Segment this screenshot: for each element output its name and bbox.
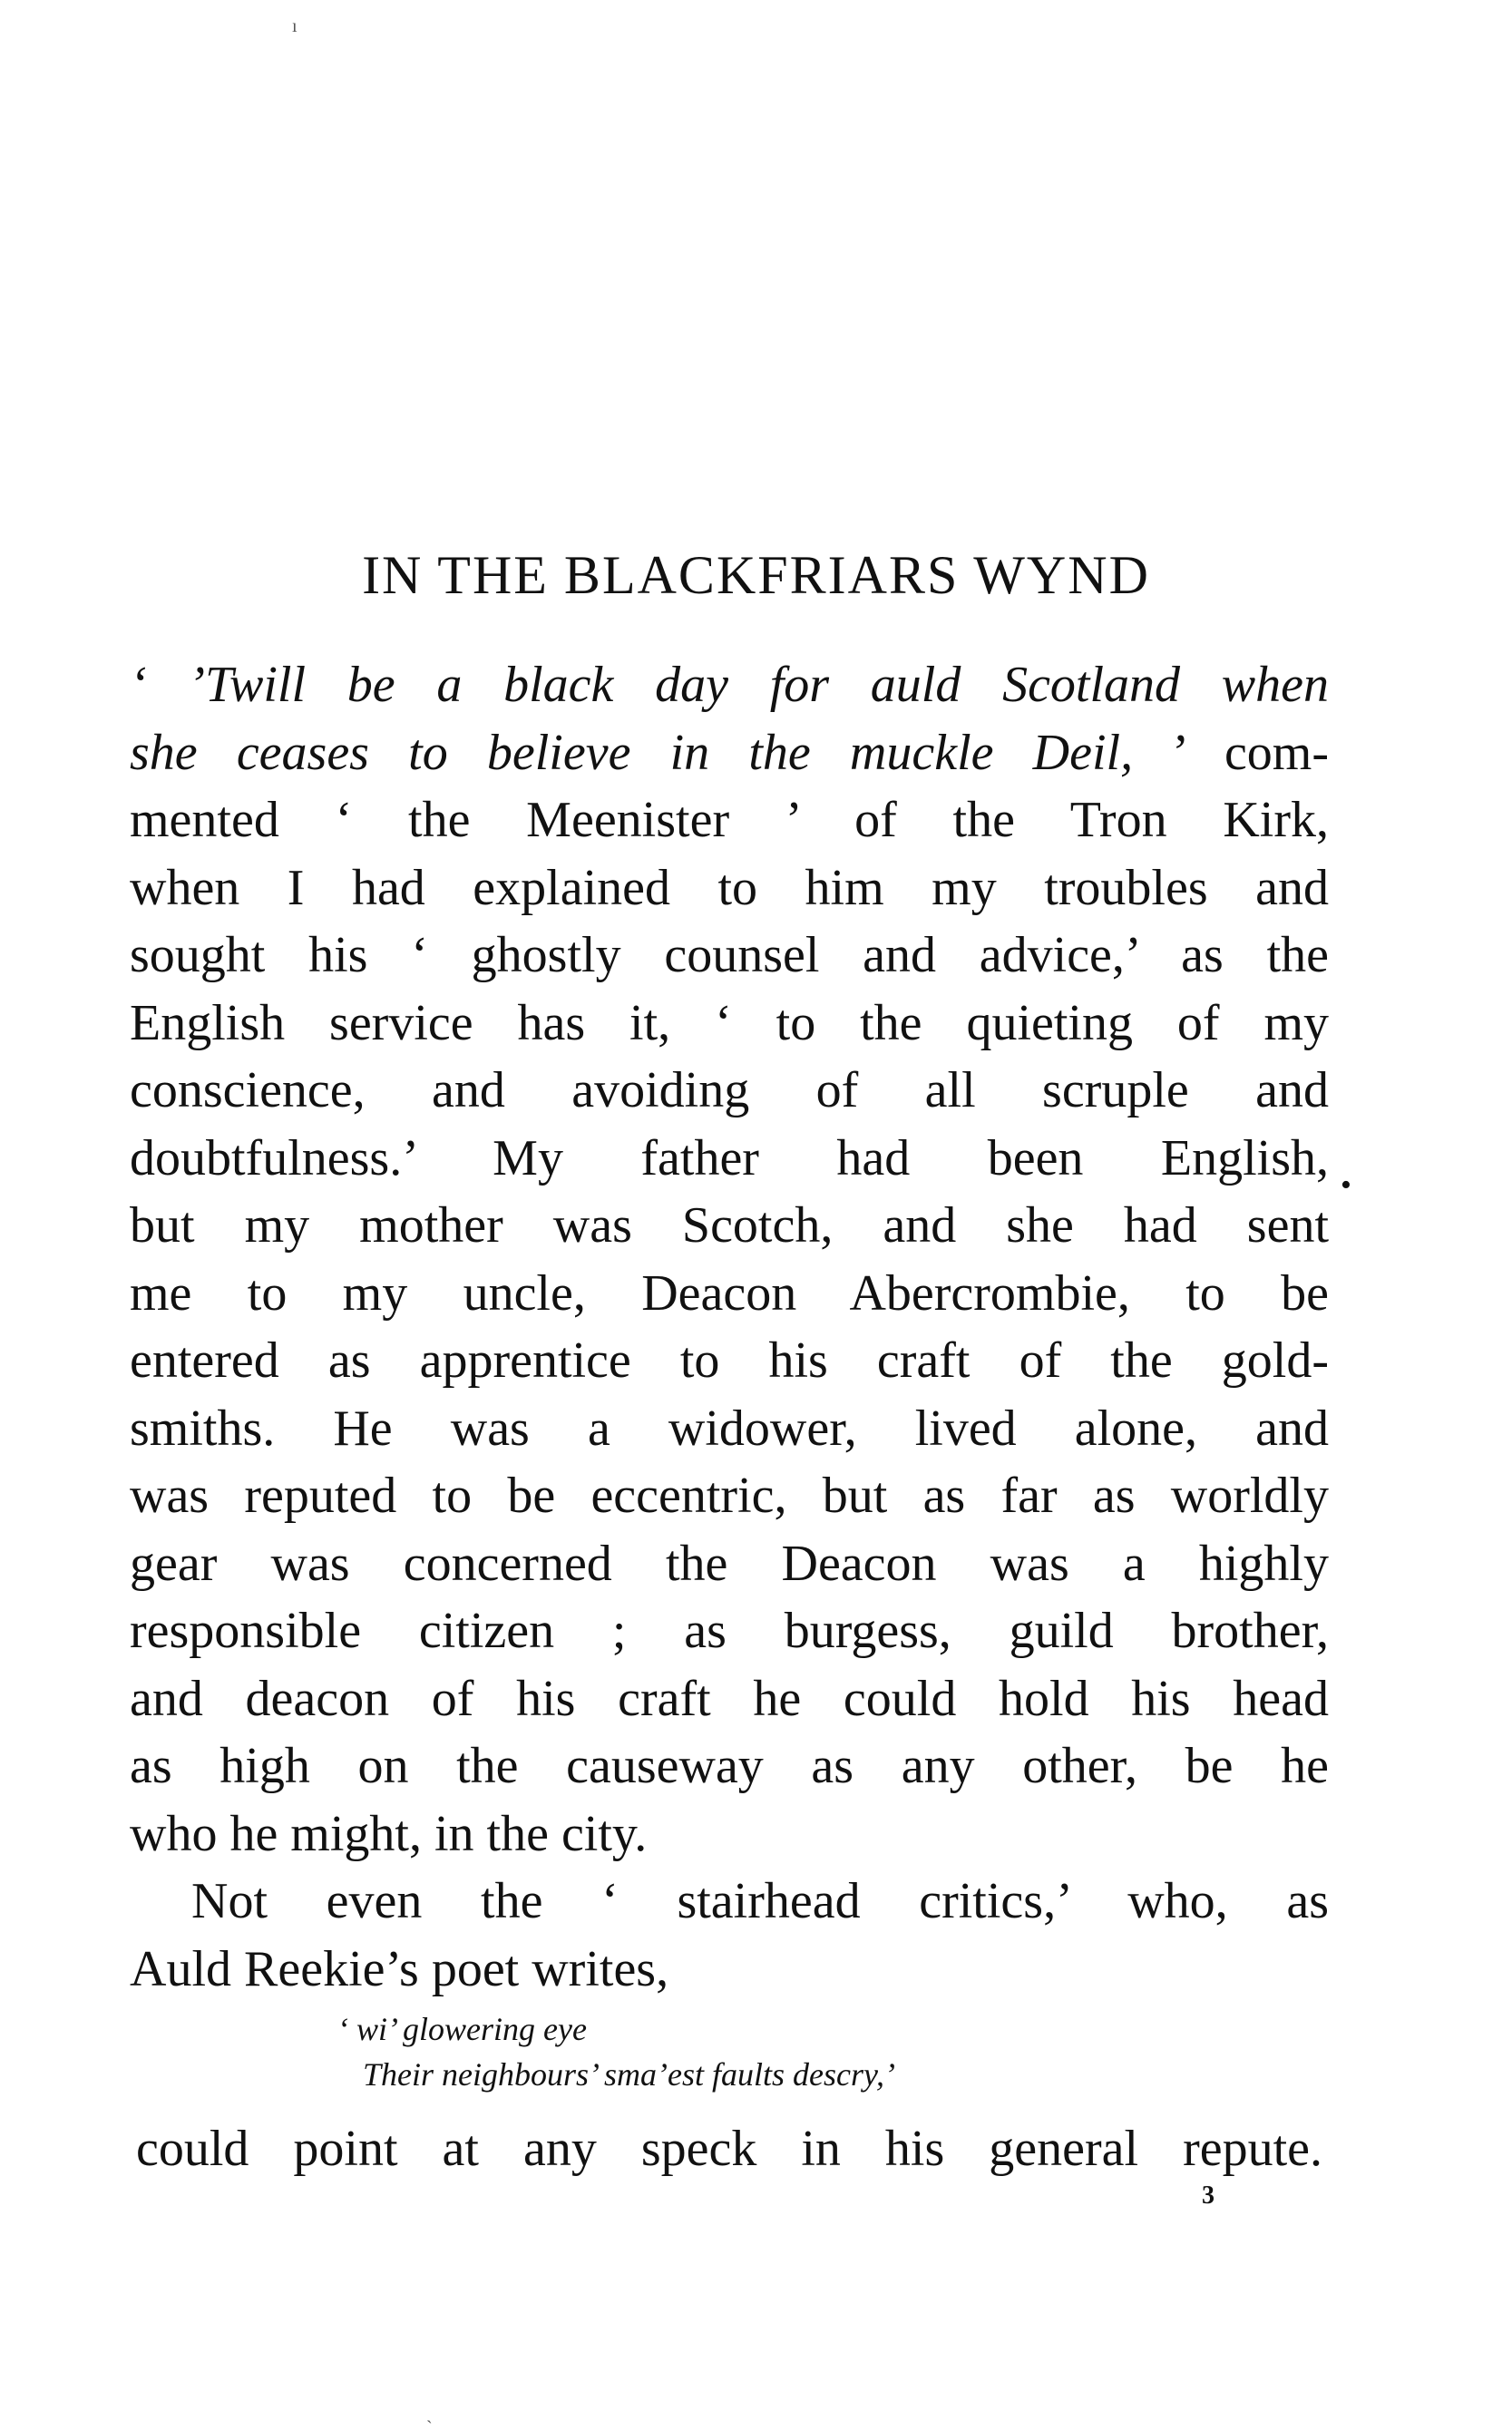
verse-quotation (0, 2006, 1512, 2097)
verse-line: ‘ wi’ glowering eye (337, 2011, 587, 2047)
text-line: Auld Reekie’s poet writes, (130, 1940, 669, 1997)
verse-line: Their neighbours’ sma’est faults descry,’ (363, 2056, 895, 2093)
text-line: entered as apprentice to his craft of the gold- (130, 1332, 1329, 1389)
text-line: gear was concerned the Deacon was a highly (130, 1535, 1329, 1592)
italic-span: she ceases to believe in the muckle Deil, (130, 724, 1134, 781)
text-line: and deacon of his craft he could hold his head (130, 1670, 1329, 1727)
text-line: conscience, and avoiding of all scruple and (130, 1062, 1329, 1118)
text-line: was reputed to be eccentric, but as far as worldly (130, 1468, 1329, 1524)
scan-speck: ı (292, 16, 298, 36)
text-line: when I had explained to him my troubles and (130, 859, 1329, 916)
text-line: ‘ ’Twill be a black day for auld Scotland when (130, 657, 1329, 713)
closing-line: could point at any speck in his general repute. (136, 2121, 1322, 2177)
text-line: me to my uncle, Deacon Abercrombie, to be (130, 1264, 1329, 1322)
text-line: as high on the causeway as any other, be he (130, 1738, 1329, 1794)
paragraph-1 (130, 651, 1329, 1868)
paragraph-2 (130, 1868, 1329, 2003)
scan-speck: ˎ (426, 2404, 433, 2424)
text-line: doubtfulness.’ My father had been English, (130, 1129, 1329, 1186)
text-line: who he might, in the city. (130, 1805, 648, 1862)
text-line: mented ‘ the Meenister ’ of the Tron Kirk, (130, 792, 1329, 848)
text-line: smiths. He was a widower, lived alone, and (130, 1400, 1329, 1457)
page-number: 3 (1202, 2181, 1214, 2210)
text-line: responsible citizen ; as burgess, guild brother, (130, 1603, 1329, 1659)
text-line: but my mother was Scotch, and she had sent (130, 1197, 1329, 1254)
text-line (130, 719, 1329, 787)
text-line: sought his ‘ ghostly counsel and advice,’ as the (130, 927, 1329, 983)
text-line: English service has it, ‘ to the quieting of my (130, 994, 1329, 1051)
chapter-heading: IN THE BLACKFRIARS WYND (362, 545, 1150, 605)
margin-mark: • (1341, 1168, 1351, 1202)
line-tail: ’ com- (1172, 724, 1330, 781)
text-line: Not even the ‘ stairhead critics,’ who, as (191, 1873, 1329, 1929)
